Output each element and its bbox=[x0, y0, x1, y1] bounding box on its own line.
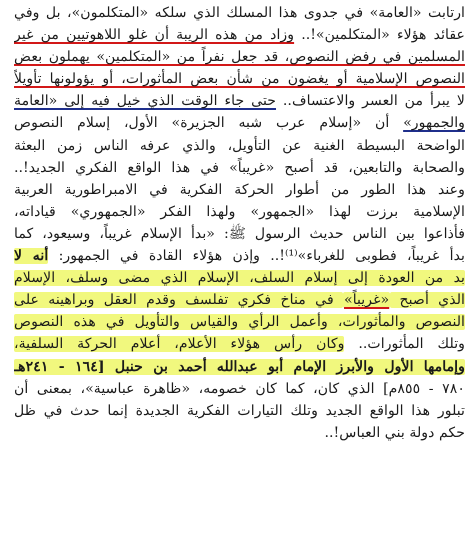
text-segment: المسلمين في رفض النصوص، قد جعل نفراً من «المتكلمين» يهملون بعض bbox=[14, 49, 465, 66]
text-segment: النصوص الإسلامية أو يغضون من شأن بعض المأثورات، أو يؤولونها تأويلاً bbox=[14, 71, 465, 88]
text-line bbox=[14, 378, 465, 400]
text-line bbox=[14, 311, 465, 333]
text-line bbox=[14, 2, 465, 24]
text-segment: الذي أصبح bbox=[390, 292, 465, 309]
text-segment: والصحابة والتابعين، قد أصبح «غريباً» في هذا الواقع الفكري الجديد!.. bbox=[14, 159, 465, 176]
text-line bbox=[14, 112, 465, 134]
text-segment: أن «إسلام عرب شبه الجزيرة» الأول، إسلام النصوص bbox=[14, 115, 404, 132]
text-segment: وزاد من هذه الريبة أن غلو اللاهوتيين من غير bbox=[14, 27, 295, 44]
text-segment: وكان رأس هؤلاء الأعلام، أعلام الحركة السلفية، bbox=[14, 336, 345, 353]
text-segment: تبلور هذا الواقع الجديد وتلك التيارات الفكرية الجديدة إنما حدث في ظل bbox=[14, 402, 465, 419]
text-segment: حتى جاء الوقت الذي خيل فيه إلى «العامة bbox=[14, 93, 277, 110]
text-segment: وإمامها الأول والأبرز الإمام أبو عبدالله أحمد بن حنبل [١٦٤ - ٢٤١هـ bbox=[14, 358, 465, 375]
text-segment: النصوص والمأثورات، وأعمل الرأي والقياس والتأويل في هذه النصوص bbox=[14, 314, 465, 331]
text-segment: والجمهور» bbox=[403, 115, 465, 132]
text-segment: وتلك المأثورات.. bbox=[344, 336, 465, 353]
text-segment: وعند هذا الطور من أطوار الحركة الفكرية في الامبراطورية العربية bbox=[14, 181, 465, 198]
text-line bbox=[14, 356, 465, 378]
text-segment: لا يبرأ من العسر والاعتساف.. bbox=[276, 93, 465, 110]
text-segment: فأذاعوا بين الناس حديث الرسول ﷺ: «بدأ الإسلام غريباً، وسيعود، كما bbox=[14, 225, 465, 242]
text-segment: ٧٨٠ - ٨٥٥م] الذي كان، كما كان خصومه، «ظاهرة عباسية»، بمعنى أن bbox=[14, 380, 465, 397]
text-line bbox=[14, 24, 465, 46]
text-segment: بد من العودة إلى إسلام السلف، الإسلام الذي مضى وسلف، الإسلام bbox=[14, 270, 465, 287]
text-line bbox=[14, 245, 465, 267]
text-line bbox=[14, 267, 465, 289]
text-segment: عقائد هؤلاء «المتكلمين»!.. bbox=[294, 27, 465, 44]
text-segment: في مناخ فكري تفلسف وقدم العقل وبراهينه على bbox=[14, 292, 344, 309]
text-line bbox=[14, 135, 465, 157]
text-segment: الواضحة البسيطة الغنية عن التأويل، والذي عرفه الناس زمن البعثة bbox=[14, 137, 465, 154]
text-segment: الإسلامية برزت لهذا «الجمهور» ولهذا الفكر «الجمهوري» قياداته، bbox=[14, 203, 465, 220]
text-segment: حكم دولة بني العباس!.. bbox=[324, 424, 465, 441]
text-line bbox=[14, 400, 465, 422]
text-line bbox=[14, 333, 465, 355]
text-segment: «غريباً» bbox=[344, 292, 390, 309]
text-segment: أنه لا bbox=[14, 248, 49, 265]
text-line bbox=[14, 289, 465, 311]
text-line bbox=[14, 90, 465, 112]
text-line bbox=[14, 201, 465, 223]
text-line bbox=[14, 422, 465, 444]
text-segment: بدأ غريباً، فطوبى للغرباء»⁽¹⁾!.. وإذن هؤلاء القادة في الجمهور: bbox=[48, 248, 465, 265]
text-line bbox=[14, 223, 465, 245]
text-line bbox=[14, 46, 465, 68]
text-line bbox=[14, 179, 465, 201]
text-segment: ارتابت «العامة» في جدوى هذا المسلك الذي سلكه «المتكلمون»، بل وفي bbox=[14, 5, 465, 21]
text-line bbox=[14, 157, 465, 179]
text-line bbox=[14, 68, 465, 90]
